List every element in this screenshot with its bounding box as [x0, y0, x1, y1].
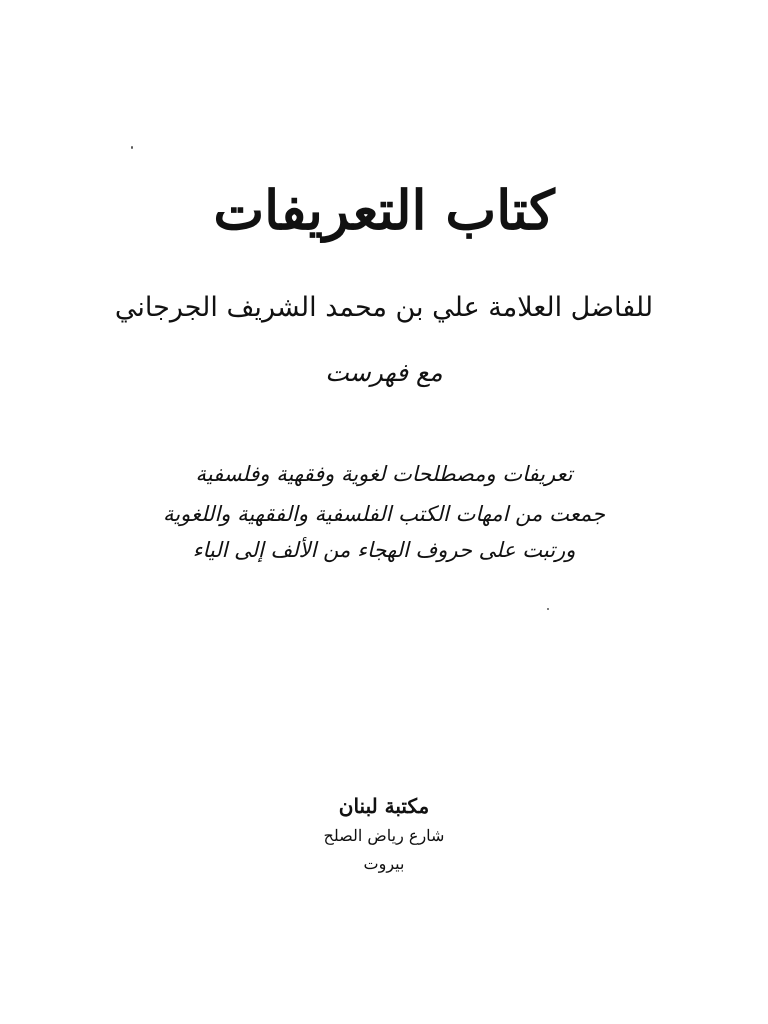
description-line-3: ورتبت على حروف الهجاء من الألف إلى الياء — [192, 538, 576, 562]
publisher-name: مكتبة لبنان — [338, 794, 430, 818]
book-title: كتاب التعريفات — [213, 178, 555, 242]
description-line-2: جمعت من امهات الكتب الفلسفية والفقهية واللغوية — [163, 502, 605, 526]
publisher-city: بيروت — [363, 854, 405, 873]
scan-speck — [547, 608, 549, 610]
publisher-address: شارع رياض الصلح — [323, 826, 445, 845]
description-line-1: تعريفات ومصطلحات لغوية وفقهية وفلسفية — [195, 462, 573, 486]
author-line: للفاضل العلامة علي بن محمد الشريف الجرجاني — [114, 292, 654, 323]
index-note: مع فهرست — [325, 358, 443, 387]
scan-speck — [131, 146, 133, 149]
